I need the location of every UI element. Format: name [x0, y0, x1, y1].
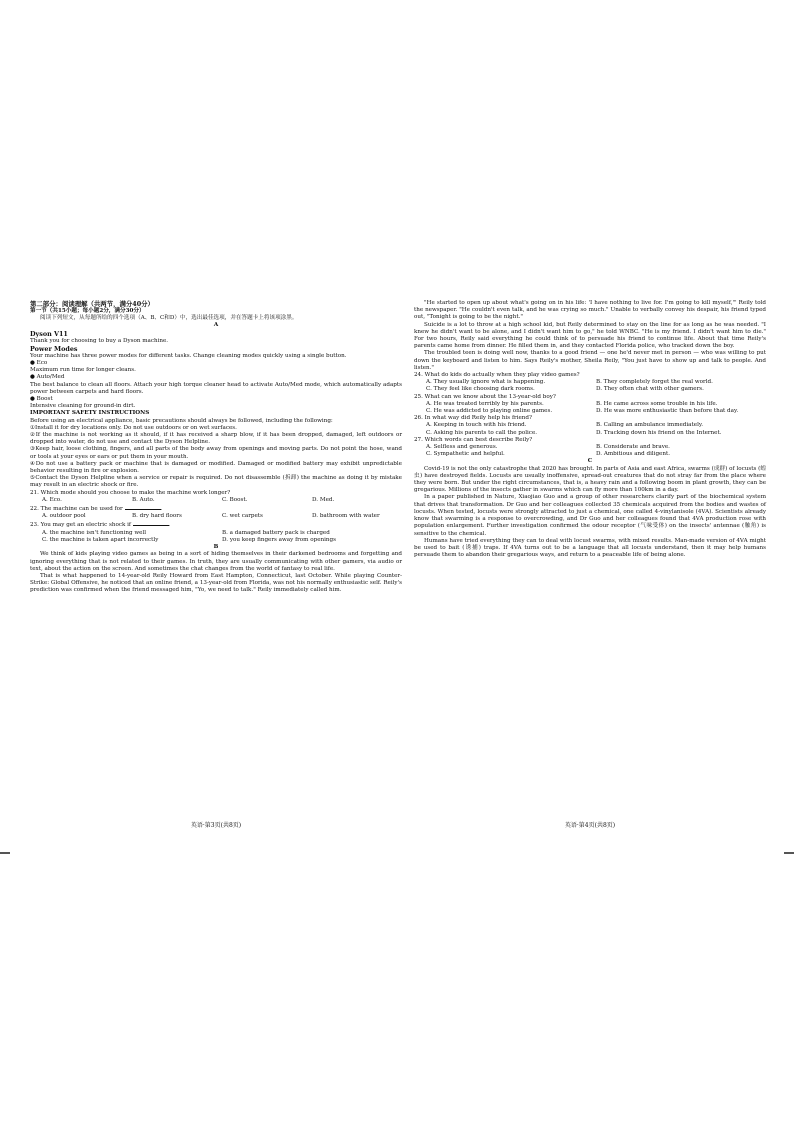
mode2-name: Auto/Med	[36, 374, 65, 381]
mode3-text: Intensive cleaning for ground-in dirt.	[30, 403, 136, 410]
option-list	[414, 401, 766, 415]
option: A. the machine isn't functioning well	[42, 529, 147, 536]
option: B. Considerate and brave.	[596, 444, 670, 451]
option-list	[414, 444, 766, 458]
bullet-icon: ●	[30, 374, 37, 381]
part-heading: 第二部分：阅读理解（共两节，满分40分）	[30, 300, 154, 308]
scan-mark	[0, 852, 10, 854]
passage-b-paragraph-5: The troubled teen is doing well now, thanks to a good friend — one he'd never met in person — who was willing to put down the keyboard and listen to him. Says Reily's mother, Sheila Reily, "You just have to show up and talk to people. And listen."	[414, 350, 766, 371]
left-column	[30, 300, 402, 594]
passage-a-letter: A	[213, 322, 219, 329]
passage-b-paragraph-1: We think of kids playing video games as being in a sort of hiding themselves in their darkened bedrooms and forgetting and ignoring everything that is not related to their games. In truth, they are usually communicating with other gamers, via audio or text, about the action on the screen. And sometimes the chat changes from the world of fantasy to real life.	[30, 551, 402, 572]
question-stem: 27. Which words can best describe Reily?	[414, 436, 533, 443]
passage-b-paragraph-3: "He started to open up about what's going on in his life: 'I have nothing to live for. I'm going to kill myself,'" Reily told the newspaper. "He couldn't even talk, and he was crying so much." Unable to verbally convey his despair, his friend typed out, "Tonight is going to be the night."	[414, 300, 766, 321]
question-23	[30, 520, 402, 544]
right-column	[414, 300, 766, 559]
option-list	[414, 422, 766, 436]
mode1-row	[30, 360, 402, 367]
passage-b-paragraph-2: That is what happened to 14-year-old Reily Howard from East Hampton, Connecticut, last October. While playing Counter-Strike: Global Offensive, he noticed that an online friend, a 13-year-old from Florida, was not his normally enthusiastic self. Reily's prediction was confirmed when the friend messaged him, "Yo, we need to talk." Reily immediately called him.	[30, 572, 402, 594]
answer-blank	[125, 504, 161, 510]
passage-b-letter: B	[213, 544, 219, 551]
option-list	[414, 379, 766, 393]
mode2-row	[30, 374, 402, 381]
question-stem: 24. What do kids do actually when they play video games?	[414, 372, 580, 379]
option-list	[30, 530, 402, 544]
modes-text: Your machine has three power modes for different tasks. Change cleaning modes quickly using a single button.	[30, 352, 347, 359]
page-footer-left: 英语·第3页(共8页)	[190, 822, 242, 829]
option-list	[30, 497, 402, 504]
passage-b-paragraph-4: Suicide is a lot to throw at a high school kid, but Reily determined to stay on the line for as long as he was needed. "I knew he didn't want to be alone, and I didn't want him to go," he told WNBC. "He is my friend. I didn't want him to die." For two hours, Reily said everything he could think of to persuade his friend to continue life. About that time Reily's parents came home from dinner. He filled them in, and they contacted Florida police, who tracked down the boy.	[414, 321, 766, 350]
passage-c-paragraph-2: In a paper published in Nature, Xiaojiao Guo and a group of other researchers clarify part of the biochemical system that drives that transformation. Dr Guo and her colleagues collected 35 chemicals acquired from the bodies and wastes of locusts. When tested, locusts were strongly attracted to just a chemical, one called 4-vinylanisole (4VA). Scientists already know that swarming is a response to overcrowding, and Dr Guo and her colleagues found that 4VA production rose with population enlargement. Further investigation confirmed the odour receptor (气味受体) on the insects' antennae (触角) is sensitive to the chemical.	[414, 494, 766, 537]
question-22	[30, 504, 402, 520]
option: B. He came across some trouble in his life.	[596, 400, 718, 407]
question-21	[30, 490, 402, 504]
modes-heading: Power Modes	[30, 344, 78, 353]
question-26	[414, 415, 766, 437]
question-24	[414, 372, 766, 394]
question-stem: 26. In what way did Reily help his friend?	[414, 415, 532, 422]
option: D. you keep fingers away from openings	[222, 536, 336, 543]
option: C. They feel like choosing dark rooms.	[426, 386, 535, 393]
option: A. Eco.	[42, 496, 62, 503]
option: D. bathroom with water	[312, 513, 380, 520]
question-stem: 23. You may get an electric shock if	[30, 522, 132, 529]
instruction: 阅读下列短文，从每题所给的四个选项（A、B、C和D）中，选出最佳选项，并在答题卡上将该项涂黑。	[40, 315, 298, 322]
safety-heading: IMPORTANT SAFETY INSTRUCTIONS	[30, 410, 150, 417]
option: C. He was addicted to playing online games.	[426, 408, 553, 415]
question-stem-row: 23. You may get an electric shock if .	[30, 522, 171, 529]
safety-intro: Before using an electrical appliance, basic precautions should always be followed, including the following:	[30, 417, 333, 424]
question-25	[414, 394, 766, 416]
scan-mark	[784, 852, 794, 854]
safety-rule-5: ⑤Contact the Dyson Helpline when a service or repair is required. Do not disassemble (拆卸) the machine as doing it by mistake may result in an electric shock or fire.	[30, 475, 402, 489]
option: B. dry hard floors	[132, 513, 182, 520]
option: A. He was treated terribly by his parents.	[426, 400, 544, 407]
option: D. He was more enthusiastic than before that day.	[596, 408, 739, 415]
option: D. Ambitious and diligent.	[596, 451, 670, 458]
bullet-icon: ●	[30, 360, 37, 367]
option: A. They usually ignore what is happening.	[426, 379, 546, 386]
option: C. Asking his parents to call the police.	[426, 429, 538, 436]
option: D. Tracking down his friend on the Internet.	[596, 429, 722, 436]
mode1-text: Maximum run time for longer cleans.	[30, 367, 136, 374]
option: C. wet carpets	[222, 513, 263, 520]
mode3-row	[30, 396, 402, 403]
safety-rule-4: ④Do not use a battery pack or machine that is damaged or modified. Damaged or modified battery may exhibit unpredictable behavior resulting in fire or explosion.	[30, 460, 402, 475]
safety-rule-3: ③Keep hair, loose clothing, fingers, and all parts of the body away from openings and moving parts. Do not point the hose, wand or tools at your eyes or ears or put them in your mouth.	[30, 446, 402, 460]
option: C. the machine is taken apart incorrectly	[42, 536, 159, 543]
passage-a-intro: Thank you for choosing to buy a Dyson machine.	[30, 337, 169, 344]
mode2-text: The best balance to clean all floors. Attach your high torque cleaner head to activate Auto/Med mode, which automatically adapts power between carpets and hard floors.	[30, 381, 402, 395]
question-stem: 21. Which mode should you choose to make the machine work longer?	[30, 489, 231, 496]
option: D. Med.	[312, 496, 335, 503]
page-footer-right: 英语·第4页(共8页)	[564, 822, 616, 829]
answer-blank	[133, 520, 169, 526]
option: C. Sympathetic and helpful.	[426, 451, 505, 458]
passage-c-letter: C	[587, 458, 593, 465]
mode1-name: Eco	[36, 360, 48, 367]
option: B. a damaged battery pack is charged	[222, 529, 330, 536]
option-list	[30, 513, 402, 520]
safety-rule-2: ②If the machine is not working as it should, if it has received a sharp blow, if it has been dropped, damaged, left outdoors or dropped into water, do not use and contact the Dyson Helpline.	[30, 432, 402, 446]
bullet-icon: ●	[30, 396, 37, 403]
section-heading: 第一节（共15小题；每小题2分，满分30分）	[30, 308, 145, 314]
passage-c-paragraph-1: Covid-19 is not the only catastrophe that 2020 has brought. In parts of Asia and east Africa, swarms (成群) of locusts (蝗虫) have destroyed fields. Locusts are usually inoffensive, spread-out creatures that do not stray far from the place where they were born. But under the right circumstances, that is, a heavy rain and a following boom in plant growth, they can be gregarious. Millions of the insects gather in swarms which can fly more than 100km in a day.	[414, 465, 766, 494]
option: A. Selfless and generous.	[426, 444, 498, 451]
option: A. Keeping in touch with his friend.	[426, 422, 527, 429]
question-stem: 25. What can we know about the 13-year-old boy?	[414, 393, 556, 400]
option: B. Calling an ambulance immediately.	[596, 422, 704, 429]
option: A. outdoor pool	[42, 513, 86, 520]
option: B. Auto.	[132, 496, 155, 503]
passage-c-paragraph-3: Humans have tried everything they can to deal with locust swarms, with mixed results. Man-made version of 4VA might be used to bait (诱捕) traps. If 4VA turns out to be a language that all locusts understand, then it may help humans persuade them to abandon their gregarious ways, and return to a peaceable life of being alone.	[414, 537, 766, 559]
question-27	[414, 437, 766, 459]
question-stem: 22. The machine can be used for	[30, 506, 123, 513]
option: D. They often chat with other gamers.	[596, 386, 704, 393]
option: C. Boost.	[222, 496, 248, 503]
question-stem-row: 22. The machine can be used for .	[30, 506, 163, 513]
option: B. They completely forget the real world.	[596, 379, 713, 386]
safety-rule-1: ①Install it for dry locations only. Do not use outdoors or on wet surfaces.	[30, 424, 237, 431]
mode3-name: Boost	[36, 396, 53, 403]
passage-a-title: Dyson V11	[30, 329, 68, 338]
